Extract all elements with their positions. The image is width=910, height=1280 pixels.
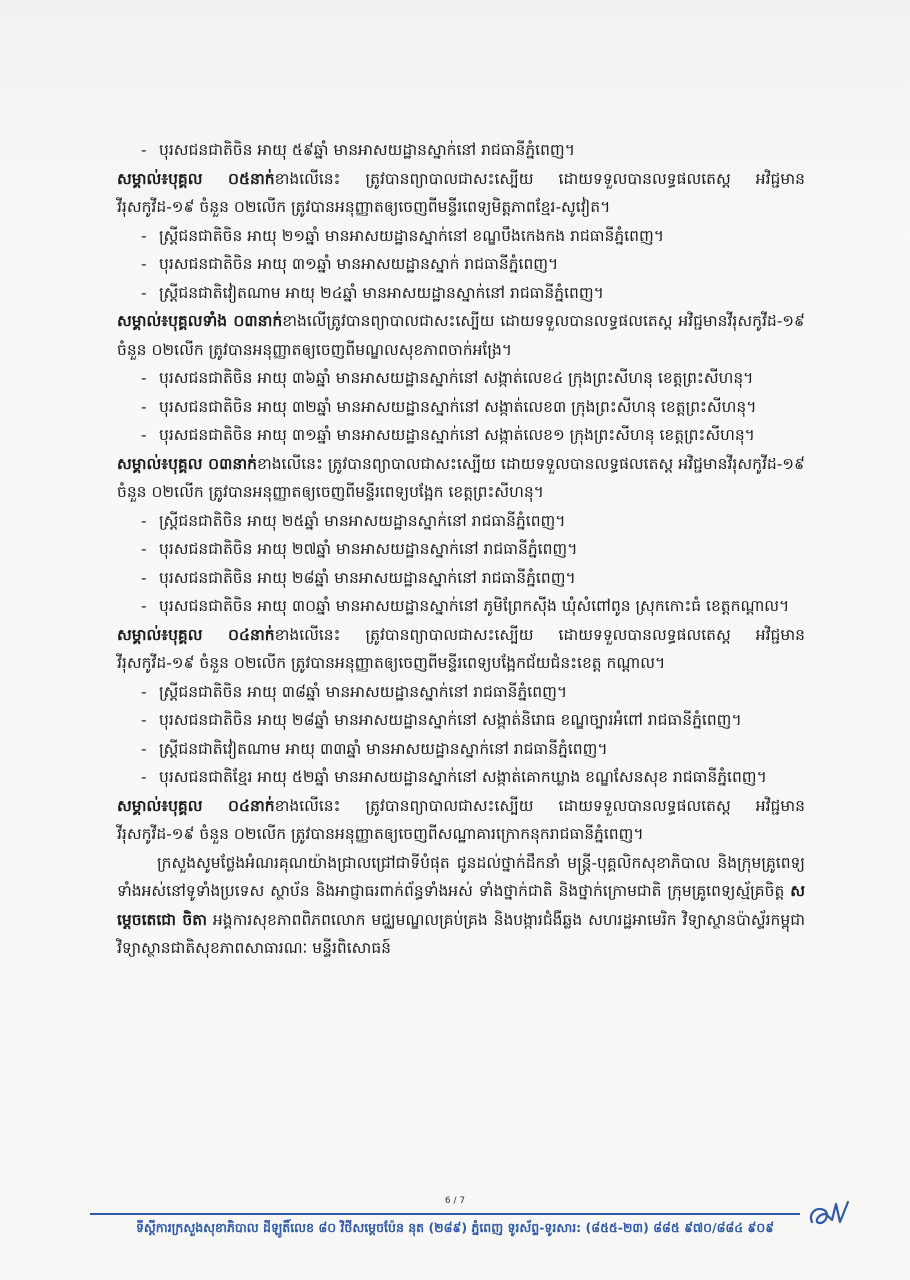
bullet-dash: - [141,682,147,701]
bullet-text: ស្ត្រីជនជាតិចិន អាយុ ៣៨ឆ្នាំ មានអាសយដ្ឋានស្នាក់នៅ រាជធានីភ្នំពេញ។ [159,682,568,701]
bullet-dash: - [141,768,147,786]
note-count: បុគ្គល ០៥នាក់ [168,169,275,188]
bullet-item [117,136,805,165]
bullet-text: បុរសជនជាតិចិន អាយុ ៣២ឆ្នាំ មានអាសយដ្ឋានស្នាក់នៅ សង្កាត់លេខ៣ ក្រុងព្រះសីហនុ ខេត្តព្រះសីហនុ។ [159,397,757,416]
bullet-text: បុរសជនជាតិចិន អាយុ ២៨ឆ្នាំ មានអាសយដ្ឋានស្នាក់នៅ រាជធានីភ្នំពេញ។ [159,568,576,587]
bullet-item [117,592,805,621]
note-label: សម្គាល់៖ [117,625,169,644]
note-text: ខាងលើត្រូវបានព្យាបាលជាសះស្បើយ ដោយទទួលបានលទ្ធផលតេស្ត អវិជ្ជមានវីរុសកូវីដ-១៩ ចំនួន ០២លើក ត្រូវបានអនុញ្ញាតឲ្យចេញពីមណ្ឌលសុខភាពចាក់អង្រែ។ [117,312,806,359]
bullet-dash: - [141,511,147,530]
bullet-text: ស្ត្រីជនជាតិចិន អាយុ ២៥ឆ្នាំ មានអាសយដ្ឋានស្នាក់នៅ រាជធានីភ្នំពេញ។ [159,511,566,530]
bullet-text: បុរសជនជាតិចិន អាយុ ៥៩ឆ្នាំ មានអាសយដ្ឋានស្នាក់នៅ រាជធានីភ្នំពេញ។ [159,141,575,159]
note-paragraph [117,621,805,678]
note-paragraph [117,450,805,507]
bullet-item [117,421,805,450]
note-count: បុគ្គលទាំង ០៣នាក់ [168,312,283,330]
note-text: ខាងលើនេះ ត្រូវបានព្យាបាលជាសះស្បើយ ដោយទទួលបានលទ្ធផលតេស្ត អវិជ្ជមាន វីរុសកូវីដ-១៩ ចំនួន ០២លើក ត្រូវបានអនុញ្ញាតឲ្យចេញពីមន្ទីរពេទ្យបង្អែកជ័យជំនះខេត្ត កណ្តាល។ [117,625,805,672]
acknowledgement-paragraph [117,849,805,963]
bullet-text: បុរសជនជាតិចិន អាយុ ២៧ឆ្នាំ មានអាសយដ្ឋានស្នាក់នៅ រាជធានីភ្នំពេញ។ [159,540,578,558]
bullet-item [117,507,805,536]
note-text: ខាងលើនេះ ត្រូវបានព្យាបាលជាសះស្បើយ ដោយទទួលបានលទ្ធផលតេស្ត អវិជ្ជមាន វីរុសកូវីដ-១៩ ចំនួន ០២លើក ត្រូវបានអនុញ្ញាតឲ្យចេញពីសណ្ឋាគារក្រោកនុករាជធានីភ្នំពេញ។ [117,796,805,843]
bullet-item [117,393,805,422]
bullet-item [117,763,805,792]
bullet-text: ស្ត្រីជនជាតិចិន អាយុ ២១ឆ្នាំ មានអាសយដ្ឋានស្នាក់នៅ ខណ្ឌបឹងកេងកង រាជធានីភ្នំពេញ។ [159,226,664,245]
note-label: សម្គាល់៖ [117,312,169,330]
bullet-item [117,222,805,251]
bullet-dash: - [141,397,147,416]
footer-divider [90,1213,800,1215]
bullet-dash: - [141,226,147,245]
note-text: ខាងលើនេះ ត្រូវបានព្យាបាលជាសះស្បើយ ដោយទទួលបានលទ្ធផលតេស្ត អវិជ្ជមាន វីរុសកូវីដ-១៩ ចំនួន ០២លើក ត្រូវបានអនុញ្ញាតឲ្យចេញពីមន្ទីរពេទ្យមិត្តភាពខ្មែរ-សូវៀត។ [117,169,805,216]
bullet-dash: - [141,255,147,273]
bullet-text: បុរសជនជាតិចិន អាយុ ២៨ឆ្នាំ មានអាសយដ្ឋានស្នាក់នៅ សង្កាត់និរោធ ខណ្ឌច្បារអំពៅ រាជធានីភ្នំពេញ។ [159,711,742,729]
note-label: សម្គាល់៖ [117,169,169,188]
bullet-text: បុរសជនជាតិចិន អាយុ ៣០ឆ្នាំ មានអាសយដ្ឋានស្នាក់នៅ ភូមិព្រែកស៊ីង ឃុំសំពៅពូន ស្រុកកោះធំ ខេត្តកណ្តាល។ [159,597,790,615]
bullet-item [117,706,805,735]
bullet-dash: - [141,426,147,444]
bullet-text: បុរសជនជាតិចិន អាយុ ៣១ឆ្នាំ មានអាសយដ្ឋានស្នាក់នៅ សង្កាត់លេខ១ ក្រុងព្រះសីហនុ ខេត្តព្រះសីហនុ។ [159,426,755,444]
bullet-text: បុរសជនជាតិខ្មែរ អាយុ ៥២ឆ្នាំ មានអាសយដ្ឋានស្នាក់នៅ សង្កាត់គោកឃ្លាង ខណ្ឌសែនសុខ រាជធានីភ្នំពេញ។ [159,768,767,786]
bullet-text: បុរសជនជាតិចិន អាយុ ៣៦ឆ្នាំ មានអាសយដ្ឋានស្នាក់នៅ សង្កាត់លេខ៤ ក្រុងព្រះសីហនុ ខេត្តព្រះសីហនុ។ [159,369,754,387]
bullet-item [117,279,805,308]
bullet-text: ស្ត្រីជនជាតិវៀតណាម អាយុ ២៤ឆ្នាំ មានអាសយដ្ឋានស្នាក់នៅ រាជធានីភ្នំពេញ។ [159,283,604,302]
bullet-item [117,535,805,564]
note-count: បុគ្គល ០៣នាក់ [168,454,257,473]
bullet-item [117,564,805,593]
bullet-dash: - [141,739,147,758]
note-count: បុគ្គល ០៤នាក់ [168,625,275,644]
bullet-item [117,364,805,393]
bullet-dash: - [141,597,147,615]
note-paragraph [117,307,805,364]
note-paragraph [117,792,805,849]
note-label: សម្គាល់៖ [117,796,169,815]
paragraph-bold-name: សម្តេចតេជោ ចិតា [117,882,805,929]
page-number: 6 / 7 [444,1196,466,1206]
bullet-text: បុរសជនជាតិចិន អាយុ ៣១ឆ្នាំ មានអាសយដ្ឋានស្នាក់ រាជធានីភ្នំពេញ។ [159,255,559,273]
bullet-text: ស្ត្រីជនជាតិវៀតណាម អាយុ ៣៣ឆ្នាំ មានអាសយដ្ឋានស្នាក់នៅ រាជធានីភ្នំពេញ។ [159,739,608,758]
bullet-dash: - [141,540,147,558]
bullet-dash: - [141,283,147,302]
note-label: សម្គាល់៖ [117,454,169,473]
paragraph-text: ក្រសួងសូមថ្លែងអំណរគុណយ៉ាងជ្រាលជ្រៅជាទីបំផុត ជូនដល់ថ្នាក់ដឹកនាំ មន្ត្រី-បុគ្គលិកសុខាភិបាល និងក្រុមគ្រូពេទ្យទាំងអស់នៅទូទាំងប្រទេស ស្ថាប័ន និងអាជ្ញាធរពាក់ព័ន្ធទាំងអស់ ទាំងថ្នាក់ជាតិ និងថ្នាក់ក្រោមជាតិ ក្រុមគ្រូពេទ្យស្ម័គ្រចិត្ត [117,853,805,900]
bullet-dash: - [141,141,147,159]
footer-address: ទីស្តីការក្រសួងសុខាភិបាល ដីឡូតិ៍លេខ ៨០ វិថីសម្តេចប៉ែន នុត (២៨៩) ភ្នំពេញ ទូរស័ព្ទ-ទូរសារ: (៨៥៥-២៣) ៨៨៥ ៩៧០/៨៨៤ ៩០៩ [135,1220,775,1235]
note-text: ខាងលើនេះ ត្រូវបានព្យាបាលជាសះស្បើយ ដោយទទួលបានលទ្ធផលតេស្ត អវិជ្ជមានវីរុសកូវីដ-១៩ ចំនួន ០២លើក ត្រូវបានអនុញ្ញាតឲ្យចេញពីមន្ទីរពេទ្យបង្អែក ខេត្តព្រះសីហនុ។ [117,454,805,501]
document-body [117,136,805,963]
bullet-dash: - [141,369,147,387]
paragraph-text-continued: អង្គការសុខភាពពិភពលោក មជ្ឈមណ្ឌលគ្រប់គ្រង និងបង្ការជំងឺឆ្លង សហរដ្ឋអាមេរិក វិទ្យាស្ថានប៉ាស្ទ័រកម្ពុជា វិទ្យាស្ថានជាតិសុខភាពសាធារណៈ មន្ទីរពិសោធន៍ [117,910,805,957]
bullet-item [117,250,805,279]
note-count: បុគ្គល ០៤នាក់ [168,796,275,815]
note-paragraph [117,165,805,222]
bullet-dash: - [141,568,147,587]
bullet-dash: - [141,711,147,729]
signature-icon [806,1196,852,1232]
bullet-item [117,678,805,707]
bullet-item [117,735,805,764]
